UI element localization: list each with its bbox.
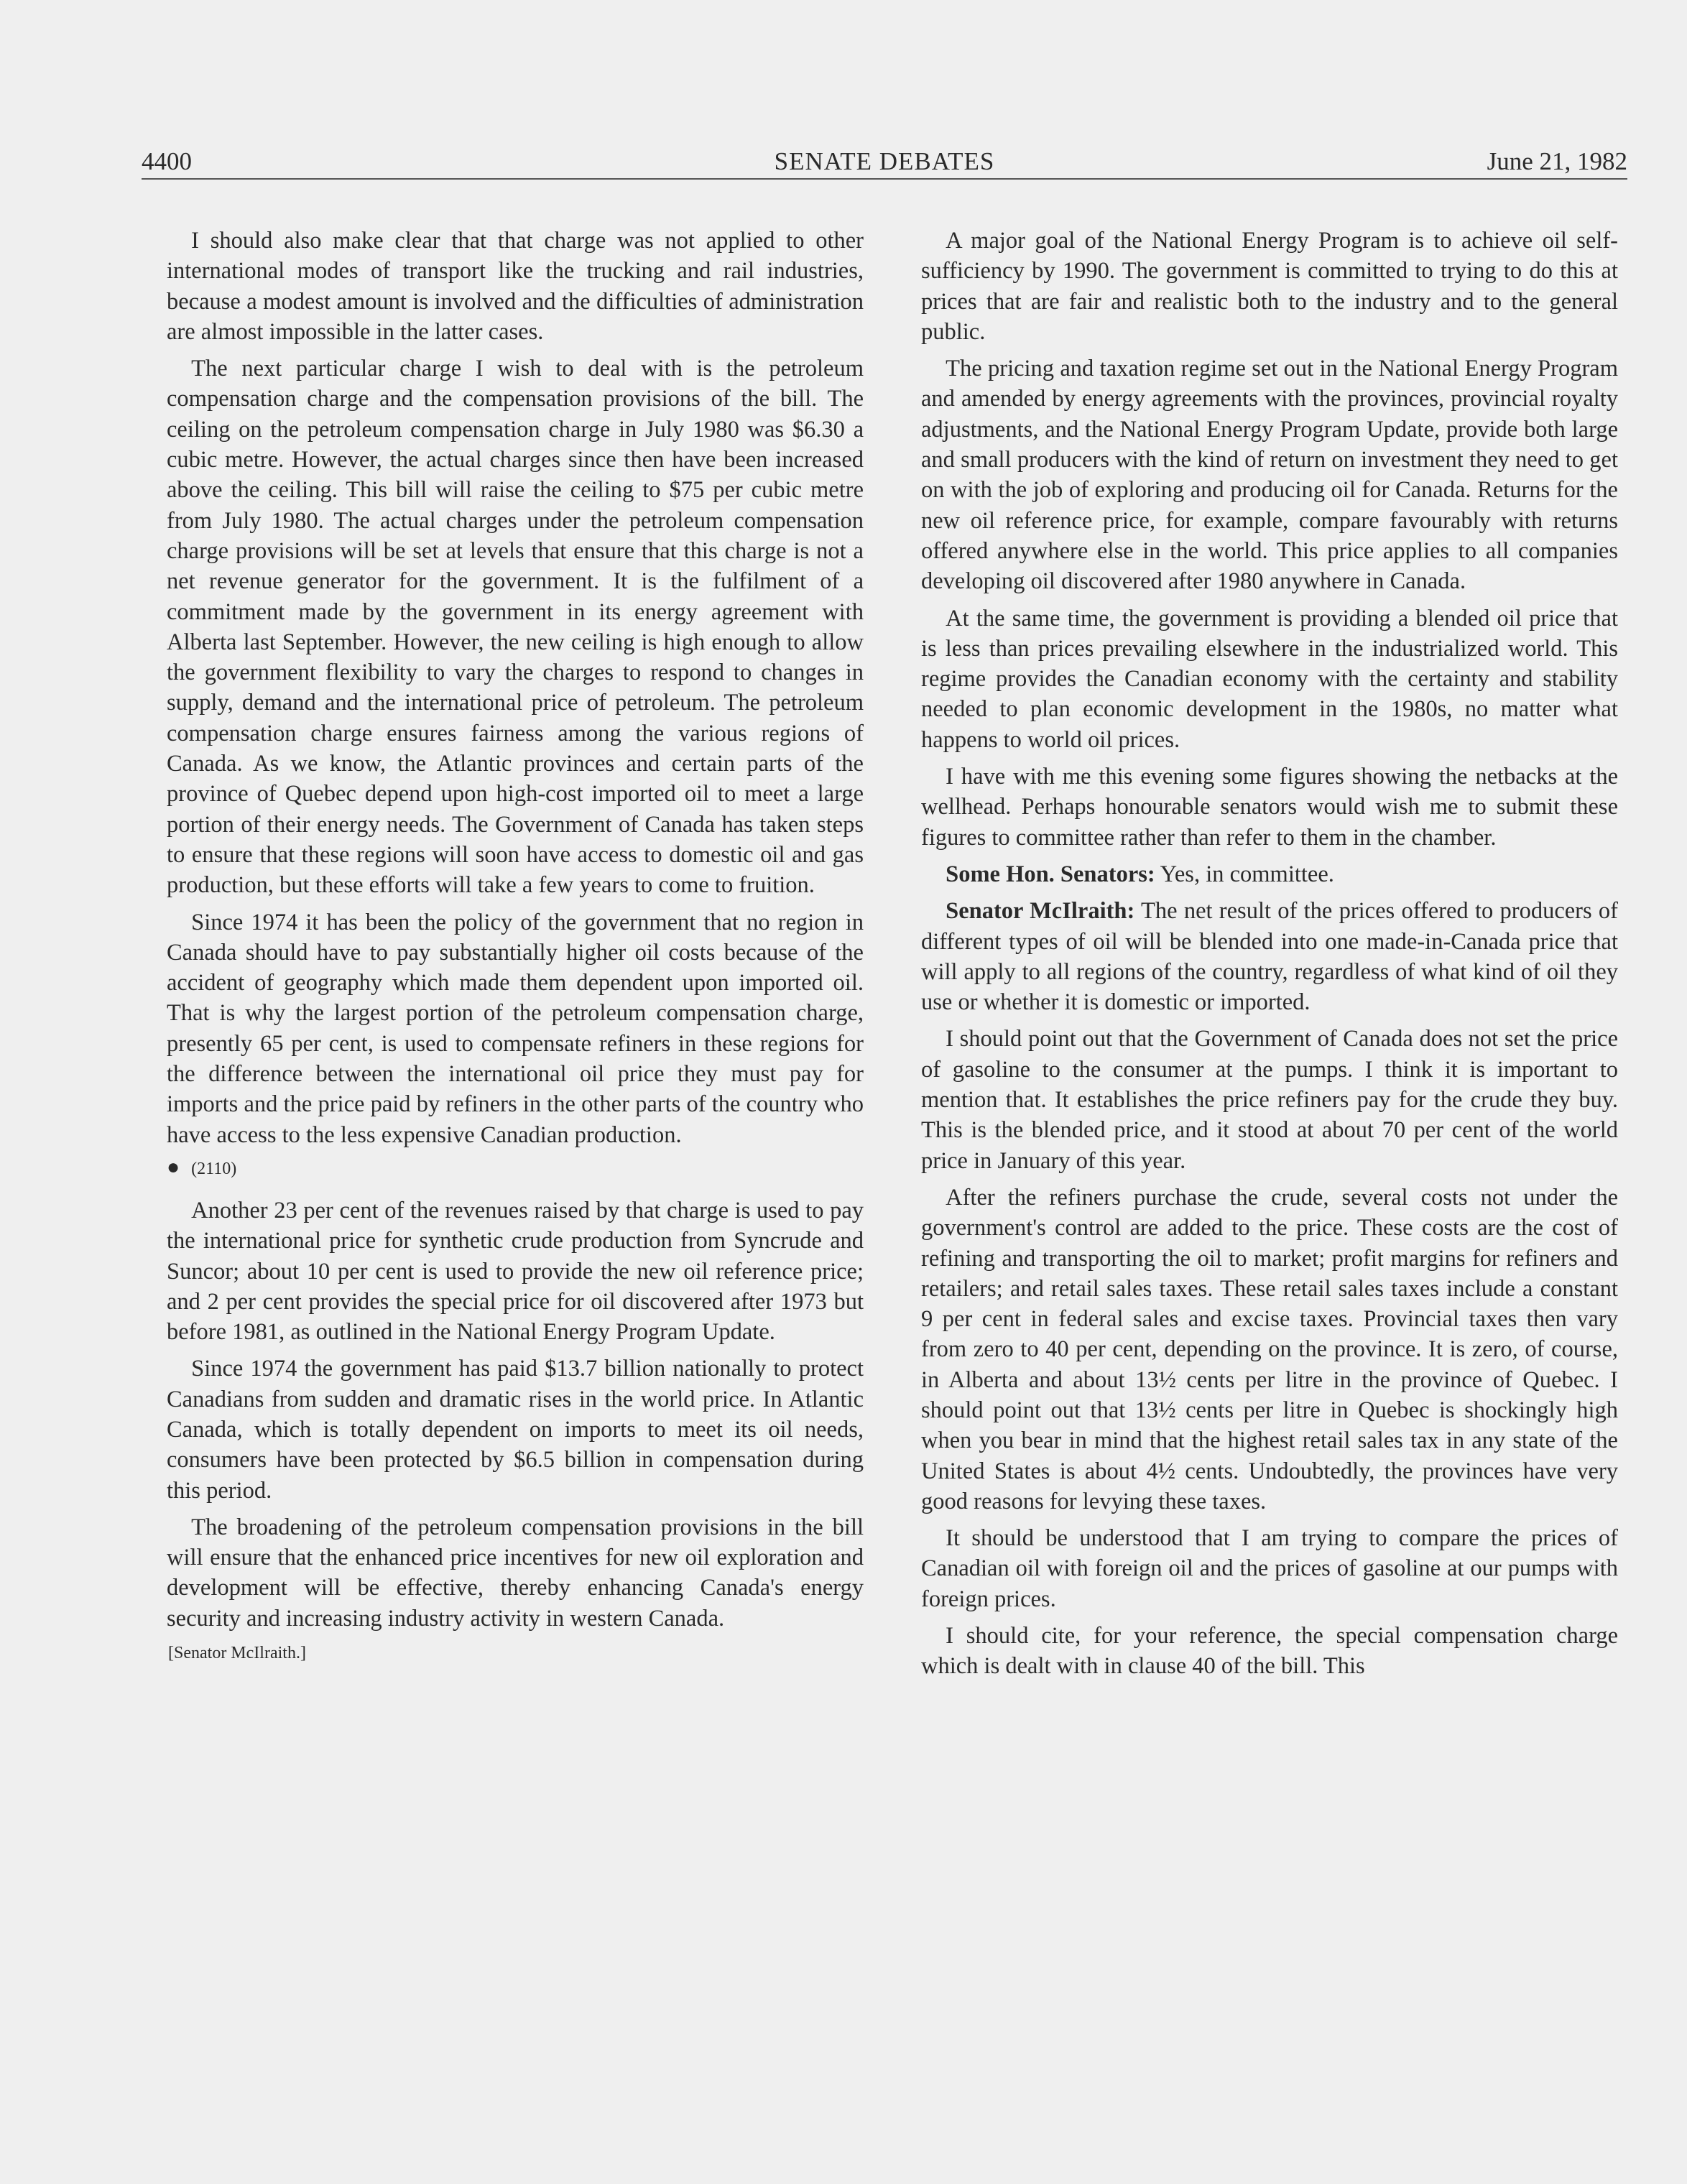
speaker-name: Some Hon. Senators:: [946, 861, 1155, 887]
speech-text: The net result of the prices offered to producers of different types of oil will be blended into one made-in-Canada price that will apply to all regions of the country, regardless of what kind of oil they use or whether it is domestic or imported.: [921, 898, 1618, 1016]
paragraph: The pricing and taxation regime set out in the National Energy Program and amended by energy agreements with the provinces, provincial royalty adjustments, and the National Energy Program Update, provide both large and small producers with the kind of return on investment they need to get on with the job of exploring and producing oil for Canada. Returns for the new oil reference price, for example, compare favourably with returns offered anywhere else in the world. This price applies to all companies developing oil discovered after 1980 anywhere in Canada.: [921, 356, 1618, 595]
paragraph: At the same time, the government is providing a blended oil price that is less than prices prevailing elsewhere in the industrialized world. This regime provides the Canadian economy with the certainty and stability needed to plan economic development in the 1980s, no matter what happens to world oil prices.: [921, 605, 1618, 753]
header-rule: [142, 178, 1627, 180]
paragraph: I should also make clear that that charge was not applied to other international modes of transport like the trucking and rail industries, because a modest amount is involved and the difficulties of administration are almost impossible in the latter cases.: [167, 228, 864, 345]
paragraph: After the refiners purchase the crude, several costs not under the government's control are added to the price. These costs are the cost of refining and transporting the oil to market; profit margins for refiners and retailers; and retail sales taxes. These retail sales taxes include a constant 9 per cent in federal sales and excise taxes. Provincial taxes then vary from zero to 40 per cent, depending on the province. It is zero, of course, in Alberta and about 13½ cents per litre in the province of Quebec. I should point out that 13½ cents per litre in Quebec is shockingly high when you bear in mind that the highest retail sales tax in any state of the United States is about 4½ cents. Undoubtedly, the provinces have very good reasons for levying these taxes.: [921, 1184, 1618, 1514]
left-column: [167, 226, 864, 1666]
paragraph: A major goal of the National Energy Program is to achieve oil self-sufficiency by 1990. The government is committed to trying to do this at prices that are fair and realistic both to the industry and to the general public.: [921, 228, 1618, 345]
speech-paragraph: [921, 896, 1618, 1017]
paragraph: It should be understood that I am trying to compare the prices of Canadian oil with foreign oil and the prices of gasoline at our pumps with foreign prices.: [921, 1525, 1618, 1612]
publication-title: SENATE DEBATES: [774, 147, 995, 175]
bullet-icon: ●: [167, 1155, 180, 1179]
page-date: June 21, 1982: [1487, 147, 1627, 175]
time-marker: [167, 1157, 864, 1180]
speaker-name: Senator McIlraith:: [946, 898, 1135, 925]
paragraph: Since 1974 it has been the policy of the government that no region in Canada should have to pay substantially higher oil costs because of the accident of geography which made them dependent upon imported oil. That is why the largest portion of the petroleum compensation charge, presently 65 per cent, is used to compensate refiners in these regions for the difference between the international oil price they must pay for imports and the price paid by refiners in the other parts of the country who have access to the less expensive Canadian production.: [167, 909, 864, 1148]
paragraph: I have with me this evening some figures showing the netbacks at the wellhead. Perhaps honourable senators would wish me to submit these figures to committee rather than refer to them in the chamber.: [921, 764, 1618, 851]
page-number: 4400: [142, 147, 192, 175]
paragraph: The next particular charge I wish to deal with is the petroleum compensation charge and the compensation provisions of the bill. The ceiling on the petroleum compensation charge in July 1980 was $6.30 a cubic metre. However, the actual charges since then have been increased above the ceiling. This bill will raise the ceiling to $75 per cubic metre from July 1980. The actual charges under the petroleum compensation charge provisions will be set at levels that ensure that this charge is not a net revenue generator for the government. It is the fulfilment of a commitment made by the government in its energy agreement with Alberta last September. However, the new ceiling is high enough to allow the government flexibility to vary the charges to respond to changes in supply, demand and the international price of petroleum. The petroleum compensation charge ensures fairness among the various regions of Canada. As we know, the Atlantic provinces and certain parts of the province of Quebec depend upon high-cost imported oil to meet a large portion of their energy needs. The Government of Canada has taken steps to ensure that these regions will soon have access to domestic oil and gas production, but these efforts will take a few years to come to fruition.: [167, 356, 864, 899]
paragraph: The broadening of the petroleum compensation provisions in the bill will ensure that the enhanced price incentives for new oil exploration and development will be effective, thereby enhancing Canada's energy security and increasing industry activity in western Canada.: [167, 1514, 864, 1632]
right-column: [921, 226, 1618, 1688]
speech-paragraph: [921, 859, 1618, 889]
paragraph: Since 1974 the government has paid $13.7 billion nationally to protect Canadians from sudden and dramatic rises in the world price. In Atlantic Canada, which is totally dependent on imports to meet its oil needs, consumers have been protected by $6.5 billion in compensation during this period.: [167, 1356, 864, 1504]
speaker-attribution: [Senator McIlraith.]: [168, 1644, 306, 1663]
time-marker-label: (2110): [191, 1159, 237, 1178]
page-header: [142, 144, 1627, 180]
speech-text: Yes, in committee.: [1155, 861, 1334, 887]
paragraph: I should cite, for your reference, the special compensation charge which is dealt with in clause 40 of the bill. This: [921, 1623, 1618, 1680]
paragraph: I should point out that the Government of Canada does not set the price of gasoline to the consumer at the pumps. I think it is important to mention that. It establishes the price refiners pay for the crude they buy. This is the blended price, and it stood at about 70 per cent of the world price in January of this year.: [921, 1026, 1618, 1174]
paragraph: Another 23 per cent of the revenues raised by that charge is used to pay the international price for synthetic crude production from Syncrude and Suncor; about 10 per cent is used to provide the new oil reference price; and 2 per cent provides the special price for oil discovered after 1973 but before 1981, as outlined in the National Energy Program Update.: [167, 1197, 864, 1346]
